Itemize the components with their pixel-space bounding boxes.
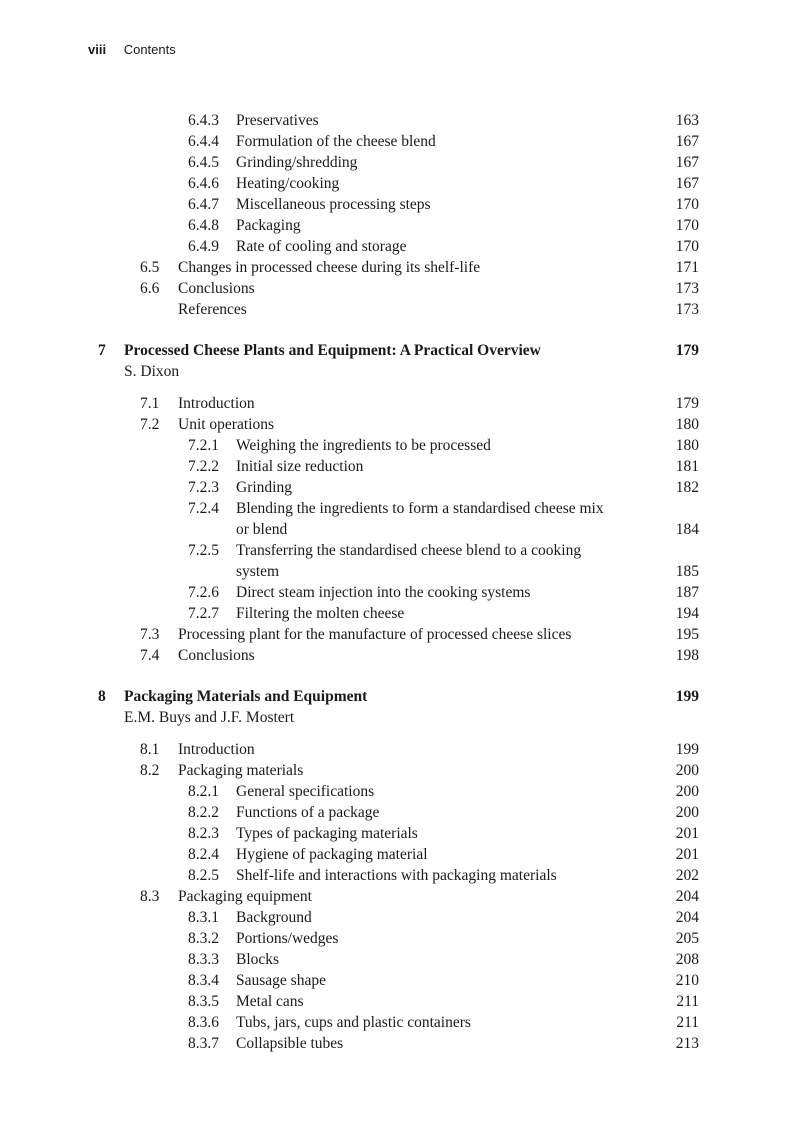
toc-subsection-entry — [0, 844, 807, 865]
toc-subsection-entry — [0, 194, 807, 215]
running-head-label: Contents — [123, 42, 176, 57]
toc-section-entry — [0, 886, 807, 907]
entry-number: 8.3.7 — [188, 1035, 219, 1052]
toc-section-entry — [0, 624, 807, 645]
toc-subsection-entry — [0, 236, 807, 257]
entry-title: Blocks — [236, 951, 280, 968]
toc-section-entry — [0, 760, 807, 781]
entry-number: 6.6 — [140, 280, 160, 297]
entry-number: 6.4.3 — [188, 112, 219, 129]
entry-number: 6.4.8 — [188, 217, 219, 234]
entry-number: 6.5 — [140, 259, 160, 276]
entry-title: Background — [236, 909, 312, 926]
entry-page-number: 200 — [675, 783, 699, 800]
entry-title: Formulation of the cheese blend — [236, 133, 436, 150]
section-spacer — [0, 382, 807, 393]
entry-title: Introduction — [178, 395, 255, 412]
entry-page-number: 201 — [675, 846, 699, 863]
entry-page-number: 204 — [675, 909, 699, 926]
toc-chapter-entry — [0, 686, 807, 707]
entry-number: 7.2.2 — [188, 458, 219, 475]
chapter-author — [0, 707, 807, 728]
entry-title: Tubs, jars, cups and plastic containers — [236, 1014, 471, 1031]
toc-subsection-entry — [0, 907, 807, 928]
entry-number: 8.3.6 — [188, 1014, 219, 1031]
toc-section-entry — [0, 645, 807, 666]
entry-title: Rate of cooling and storage — [236, 238, 407, 255]
entry-title: or blend — [236, 521, 288, 538]
entry-page-number: 201 — [675, 825, 699, 842]
section-spacer — [0, 666, 807, 686]
section-spacer — [0, 728, 807, 739]
entry-page-number: 204 — [675, 888, 699, 905]
entry-title: Shelf-life and interactions with packaging materials — [236, 867, 557, 884]
entry-title: Weighing the ingredients to be processed — [236, 437, 491, 454]
entry-number: 7.2.1 — [188, 437, 219, 454]
entry-number: 8.2 — [140, 762, 160, 779]
toc-subsection-entry — [0, 1012, 807, 1033]
toc-subsection-entry — [0, 110, 807, 131]
toc-subsection-entry — [0, 498, 807, 519]
entry-number: 8.3.2 — [188, 930, 219, 947]
entry-page-number: 187 — [675, 584, 699, 601]
entry-page-number: 163 — [675, 112, 699, 129]
toc-subsection-entry — [0, 928, 807, 949]
entry-title: Transferring the standardised cheese blend to a cooking — [236, 542, 582, 559]
entry-number: 7.4 — [140, 647, 160, 664]
entry-number: 6.4.5 — [188, 154, 219, 171]
entry-number: 7.2 — [140, 416, 160, 433]
entry-number: 8.3.5 — [188, 993, 219, 1010]
entry-page-number: 185 — [675, 563, 699, 580]
toc-subsection-entry — [0, 582, 807, 603]
entry-page-number: 167 — [675, 175, 699, 192]
entry-title: Portions/wedges — [236, 930, 339, 947]
entry-page-number: 173 — [675, 280, 699, 297]
entry-number: 8.2.4 — [188, 846, 219, 863]
entry-title: References — [178, 301, 247, 318]
toc-section-entry — [0, 739, 807, 760]
toc-subsection-entry — [0, 865, 807, 886]
entry-title: Hygiene of packaging material — [236, 846, 428, 863]
entry-number: 7.2.5 — [188, 542, 219, 559]
entry-title: Sausage shape — [236, 972, 326, 989]
toc-subsection-entry — [0, 435, 807, 456]
entry-title: Blending the ingredients to form a standardised cheese mix — [236, 500, 604, 517]
entry-title: Changes in processed cheese during its shelf-life — [178, 259, 481, 276]
toc-subsection-entry — [0, 949, 807, 970]
entry-page-number: 181 — [675, 458, 699, 475]
toc-subsection-entry — [0, 215, 807, 236]
entry-title: Packaging equipment — [178, 888, 312, 905]
entry-number: 7.2.3 — [188, 479, 219, 496]
entry-page-number: 182 — [675, 479, 699, 496]
entry-number: 7 — [98, 342, 106, 359]
entry-page-number: 179 — [675, 395, 699, 412]
toc-subsection-entry — [0, 1033, 807, 1054]
toc-subsection-entry — [0, 603, 807, 624]
entry-number: 6.4.9 — [188, 238, 219, 255]
entry-page-number: 180 — [675, 416, 699, 433]
entry-title: Processing plant for the manufacture of processed cheese slices — [178, 626, 572, 643]
toc-subsection-entry — [0, 823, 807, 844]
entry-title: Packaging Materials and Equipment — [124, 688, 368, 705]
entry-title: Types of packaging materials — [236, 825, 418, 842]
entry-page-number: 205 — [675, 930, 699, 947]
entry-page-number: 179 — [675, 342, 699, 359]
entry-number: 7.2.6 — [188, 584, 219, 601]
entry-page-number: 195 — [675, 626, 699, 643]
toc-subsection-entry — [0, 456, 807, 477]
entry-title: Heating/cooking — [236, 175, 340, 192]
entry-page-number: 167 — [675, 133, 699, 150]
toc-subsection-entry — [0, 970, 807, 991]
toc-subsection-entry — [0, 477, 807, 498]
entry-page-number: 167 — [675, 154, 699, 171]
entry-page-number: 171 — [675, 259, 699, 276]
entry-title: Introduction — [178, 741, 255, 758]
entry-number: 7.2.7 — [188, 605, 219, 622]
entry-page-number: 210 — [675, 972, 699, 989]
entry-page-number: 200 — [675, 762, 699, 779]
entry-title: Direct steam injection into the cooking systems — [236, 584, 531, 601]
toc-section-entry — [0, 299, 807, 320]
entry-number: 8.2.3 — [188, 825, 219, 842]
entry-number: 8.2.1 — [188, 783, 219, 800]
running-head — [88, 42, 176, 57]
entry-title: Grinding — [236, 479, 292, 496]
entry-page-number: 170 — [675, 238, 699, 255]
entry-number: 8.1 — [140, 741, 160, 758]
toc-subsection-entry — [0, 781, 807, 802]
toc-subsection-entry — [0, 519, 807, 540]
section-spacer — [0, 320, 807, 340]
entry-page-number: 208 — [675, 951, 699, 968]
entry-number: 8.3 — [140, 888, 160, 905]
entry-page-number: 194 — [675, 605, 699, 622]
entry-title: Miscellaneous processing steps — [236, 196, 431, 213]
toc-section-entry — [0, 414, 807, 435]
table-of-contents — [0, 110, 807, 1054]
toc-subsection-entry — [0, 173, 807, 194]
entry-title: Initial size reduction — [236, 458, 364, 475]
page-folio: viii — [88, 42, 107, 57]
entry-title: Conclusions — [178, 647, 255, 664]
toc-section-entry — [0, 278, 807, 299]
entry-number: 7.1 — [140, 395, 160, 412]
entry-title: Processed Cheese Plants and Equipment: A Practical Overview — [124, 342, 541, 359]
entry-title: Grinding/shredding — [236, 154, 358, 171]
chapter-author — [0, 361, 807, 382]
entry-title: Collapsible tubes — [236, 1035, 344, 1052]
toc-subsection-entry — [0, 152, 807, 173]
entry-title: system — [236, 563, 280, 580]
entry-page-number: 202 — [675, 867, 699, 884]
entry-number: 6.4.7 — [188, 196, 219, 213]
entry-title: Preservatives — [236, 112, 319, 129]
entry-page-number: 170 — [675, 217, 699, 234]
entry-number: 8.3.3 — [188, 951, 219, 968]
entry-title: General specifications — [236, 783, 375, 800]
entry-page-number: 213 — [675, 1035, 699, 1052]
entry-page-number: 199 — [675, 688, 699, 705]
entry-page-number: 173 — [675, 301, 699, 318]
entry-number: 6.4.4 — [188, 133, 219, 150]
toc-subsection-entry — [0, 561, 807, 582]
entry-number: 8.2.2 — [188, 804, 219, 821]
entry-page-number: 184 — [675, 521, 699, 538]
entry-number: 7.3 — [140, 626, 160, 643]
entry-title: Packaging — [236, 217, 301, 234]
entry-number: 6.4.6 — [188, 175, 219, 192]
entry-number: 8.2.5 — [188, 867, 219, 884]
entry-number: 8.3.1 — [188, 909, 219, 926]
toc-section-entry — [0, 393, 807, 414]
entry-title: Packaging materials — [178, 762, 304, 779]
entry-page-number: 211 — [676, 993, 699, 1010]
entry-title: Conclusions — [178, 280, 255, 297]
entry-title: Filtering the molten cheese — [236, 605, 405, 622]
entry-page-number: 211 — [676, 1014, 699, 1031]
entry-number: 8 — [98, 688, 106, 705]
entry-title: Metal cans — [236, 993, 304, 1010]
toc-section-entry — [0, 257, 807, 278]
entry-page-number: 170 — [675, 196, 699, 213]
entry-page-number: 198 — [675, 647, 699, 664]
entry-page-number: 199 — [675, 741, 699, 758]
entry-title: Unit operations — [178, 416, 274, 433]
entry-title: Functions of a package — [236, 804, 380, 821]
toc-subsection-entry — [0, 131, 807, 152]
toc-subsection-entry — [0, 802, 807, 823]
entry-number: 7.2.4 — [188, 500, 219, 517]
entry-page-number: 200 — [675, 804, 699, 821]
entry-number: 8.3.4 — [188, 972, 219, 989]
toc-chapter-entry — [0, 340, 807, 361]
toc-subsection-entry — [0, 540, 807, 561]
author-names: S. Dixon — [124, 363, 180, 380]
entry-page-number: 180 — [675, 437, 699, 454]
toc-subsection-entry — [0, 991, 807, 1012]
author-names: E.M. Buys and J.F. Mostert — [124, 709, 295, 726]
